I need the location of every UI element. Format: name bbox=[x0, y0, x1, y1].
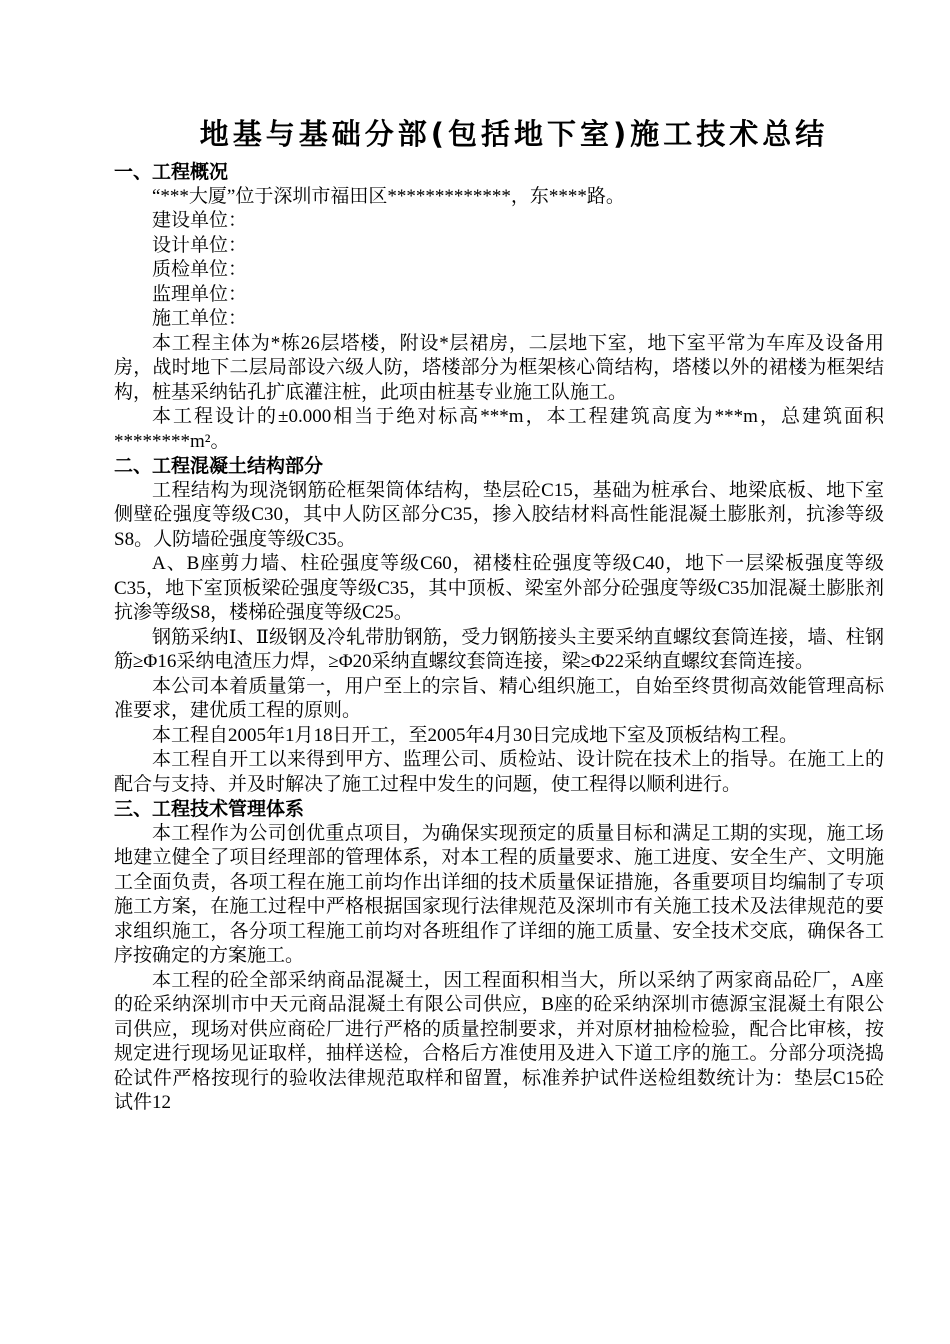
field-construction-unit: 建设单位： bbox=[152, 210, 248, 231]
body-paragraph: 本工程自开工以来得到甲方、监理公司、质检站、设计院在技术上的指导。在施工上的配合与支持、并及时解决了施工过程中发生的问题，使工程得以顺利进行。 bbox=[114, 749, 884, 795]
body-paragraph: A、B座剪力墙、柱砼强度等级C60，裙楼柱砼强度等级C40，地下一层梁板强度等级C35，地下室顶板梁砼强度等级C35，其中顶板、梁室外部分砼强度等级C35加混凝土膨胀剂抗渗等级S8，楼梯砼强度等级C25。 bbox=[114, 553, 884, 623]
body-paragraph: 本工程自2005年1月18日开工，至2005年4月30日完成地下室及顶板结构工程。 bbox=[152, 724, 799, 746]
body-paragraph: 工程结构为现浇钢筋砼框架筒体结构，垫层砼C15，基础为桩承台、地梁底板、地下室侧壁砼强度等级C30，其中人防区部分C35，掺入胶结材料高性能混凝土膨胀剂，抗渗等级S8。人防墙砼强度等级C35。 bbox=[114, 479, 884, 550]
body-paragraph: 本工程主体为*栋26层塔楼，附设*层裙房，二层地下室，地下室平常为车库及设备用房，战时地下二层局部设六级人防，塔楼部分为框架核心筒结构，塔楼以外的裙楼为框架结构，桩基采纳钻孔扩底灌注桩，此项由桩基专业施工队施工。 bbox=[114, 332, 884, 403]
field-quality-unit: 质检单位： bbox=[152, 259, 248, 280]
field-supervision-unit: 监理单位： bbox=[152, 283, 248, 305]
field-design-unit: 设计单位： bbox=[152, 234, 248, 256]
body-paragraph: 本公司本着质量第一，用户至上的宗旨、精心组织施工，自始至终贯彻高效能管理高标准要求，建优质工程的原则。 bbox=[114, 675, 884, 721]
section-heading-concrete: 二、工程混凝土结构部分 bbox=[114, 455, 324, 477]
section-heading-management: 三、工程技术管理体系 bbox=[114, 798, 305, 820]
body-paragraph: 本工程的砼全部采纳商品混凝土，因工程面积相当大，所以采纳了两家商品砼厂，A座的砼采纳深圳市中天元商品混凝土有限公司供应，B座的砼采纳深圳市德源宝混凝土有限公司供应，现场对供应商砼厂进行严格的质量控制要求，并对原材抽检检验，配合比审核，按规定进行现场见证取样，抽样送检，合格后方准使用及进入下道工序的施工。分部分项浇捣砼试件严格按现行的验收法律规范取样和留置，标准养护试件送检组数统计为：垫层C15砼试件12 bbox=[114, 969, 884, 1113]
body-paragraph: 钢筋采纳Ⅰ、Ⅱ级钢及冷轧带肋钢筋，受力钢筋接头主要采纳直螺纹套筒连接，墙、柱钢筋≥Φ16采纳电渣压力焊，≥Φ20采纳直螺纹套筒连接，梁≥Φ22采纳直螺纹套筒连接。 bbox=[114, 626, 884, 672]
document-page bbox=[114, 110, 884, 1116]
document-title: 地基与基础分部(包括地下室)施工技术总结 bbox=[199, 117, 829, 151]
project-location-paragraph: “***大厦”位于深圳市福田区*************，东****路。 bbox=[152, 185, 625, 207]
body-paragraph: 本工程设计的±0.000相当于绝对标高***m，本工程建筑高度为***m，总建筑面积********m²。 bbox=[114, 406, 884, 452]
field-contractor-unit: 施工单位： bbox=[152, 308, 248, 329]
body-paragraph: 本工程作为公司创优重点项目，为确保实现预定的质量目标和满足工期的实现，施工场地建立健全了项目经理部的管理体系，对本工程的质量要求、施工进度、安全生产、文明施工全面负责，各项工程在施工前均作出详细的技术质量保证措施，各重要项目均编制了专项施工方案，在施工过程中严格根据国家现行法律规范及深圳市有关施工技术及法律规范的要求组织施工，各分项工程施工前均对各班组作了详细的施工质量、安全技术交底，确保各工序按确定的方案施工。 bbox=[114, 822, 884, 966]
section-heading-overview: 一、工程概况 bbox=[114, 161, 229, 183]
